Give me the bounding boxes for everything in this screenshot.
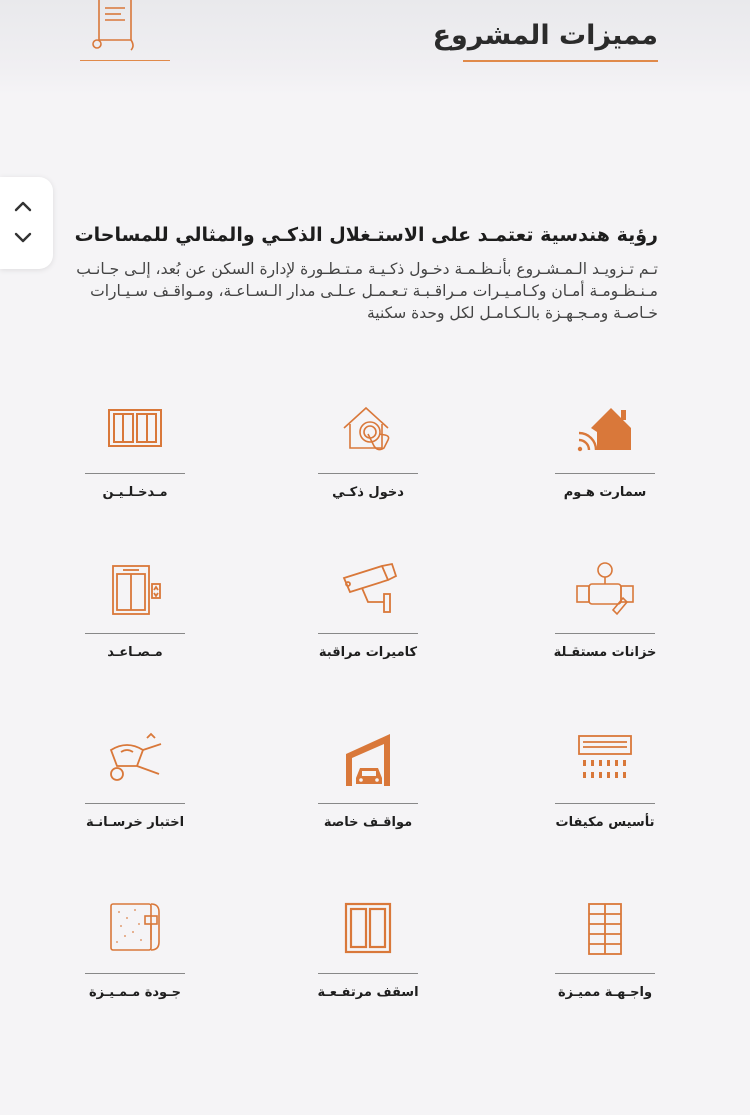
feature-item bbox=[555, 730, 655, 845]
feature-divider bbox=[318, 633, 418, 634]
feature-label: مـصـاعـد bbox=[107, 645, 163, 660]
feature-divider bbox=[555, 803, 655, 804]
feature-item bbox=[85, 730, 185, 845]
page-title: مميزات المشروع bbox=[432, 20, 658, 51]
feature-label: تأسيس مكيفات bbox=[555, 815, 655, 830]
feature-label: اختبار خرسـانـة bbox=[85, 815, 185, 830]
feature-item bbox=[318, 730, 418, 845]
feature-divider bbox=[85, 473, 185, 474]
private-parking-icon bbox=[336, 730, 400, 790]
feature-item bbox=[318, 900, 418, 1015]
feature-label: دخول ذكـي bbox=[332, 485, 404, 500]
feature-item bbox=[555, 900, 655, 1015]
feature-label: كاميرات مراقبة bbox=[318, 645, 418, 660]
scroll-up-button[interactable] bbox=[10, 193, 36, 219]
feature-divider bbox=[85, 633, 185, 634]
title-underline bbox=[463, 60, 658, 62]
smart-entry-icon bbox=[336, 400, 400, 460]
high-ceiling-icon bbox=[336, 900, 400, 960]
feature-divider bbox=[318, 473, 418, 474]
header-icon-underline bbox=[80, 60, 170, 61]
chevron-up-icon bbox=[14, 200, 32, 212]
feature-item bbox=[85, 900, 185, 1015]
feature-divider bbox=[318, 803, 418, 804]
feature-item bbox=[555, 560, 655, 675]
feature-divider bbox=[85, 803, 185, 804]
intro-title: رؤية هندسية تعتمـد على الاستـغلال الذكـي والمثالي للمساحات bbox=[74, 224, 658, 246]
feature-item bbox=[85, 560, 185, 675]
feature-divider bbox=[555, 633, 655, 634]
chevron-down-icon bbox=[14, 232, 32, 244]
feature-divider bbox=[555, 973, 655, 974]
quality-icon bbox=[103, 900, 167, 960]
page-header bbox=[0, 0, 750, 95]
facade-icon bbox=[573, 900, 637, 960]
feature-label: مواقـف خاصة bbox=[323, 815, 413, 830]
air-conditioner-icon bbox=[573, 730, 637, 790]
feature-label: مـدخـلـيـن bbox=[102, 485, 168, 500]
feature-divider bbox=[85, 973, 185, 974]
water-tank-icon bbox=[573, 560, 637, 620]
concrete-test-icon bbox=[103, 730, 167, 790]
smart-home-icon bbox=[573, 400, 637, 460]
feature-label: واجـهـة مميـزة bbox=[557, 985, 653, 1000]
intro-body: تـم تـزويـد الـمـشـروع بأنـظـمـة دخـول ذكـيـة مـتـطـورة لإدارة السكن عن بُعد، إلـى جـانـب مـنـظـومـة أمـان وكـامـيـرات مـراقـبـة تـعـمـل عـلـى مدار الـسـاعـة، ومـواقـف سـيـارات خـاصـة ومـجـهـزة بالـكـامـل لكل وحدة سكنية bbox=[76, 260, 658, 322]
double-door-icon bbox=[103, 400, 167, 460]
feature-label: اسقف مرتفـعـة bbox=[317, 985, 419, 1000]
scroll-down-button[interactable] bbox=[10, 225, 36, 251]
feature-item bbox=[318, 560, 418, 675]
feature-divider bbox=[555, 473, 655, 474]
elevator-icon bbox=[103, 560, 167, 620]
feature-divider bbox=[318, 973, 418, 974]
feature-item bbox=[318, 400, 418, 515]
feature-item bbox=[85, 400, 185, 515]
feature-item bbox=[555, 400, 655, 515]
feature-label: سمارت هـوم bbox=[563, 485, 647, 500]
security-camera-icon bbox=[336, 560, 400, 620]
scroll-widget bbox=[0, 177, 53, 269]
feature-label: جـودة مـمـيـزة bbox=[89, 985, 181, 1000]
feature-label: خزانات مستقـلة bbox=[553, 645, 657, 660]
document-icon bbox=[85, 0, 145, 52]
